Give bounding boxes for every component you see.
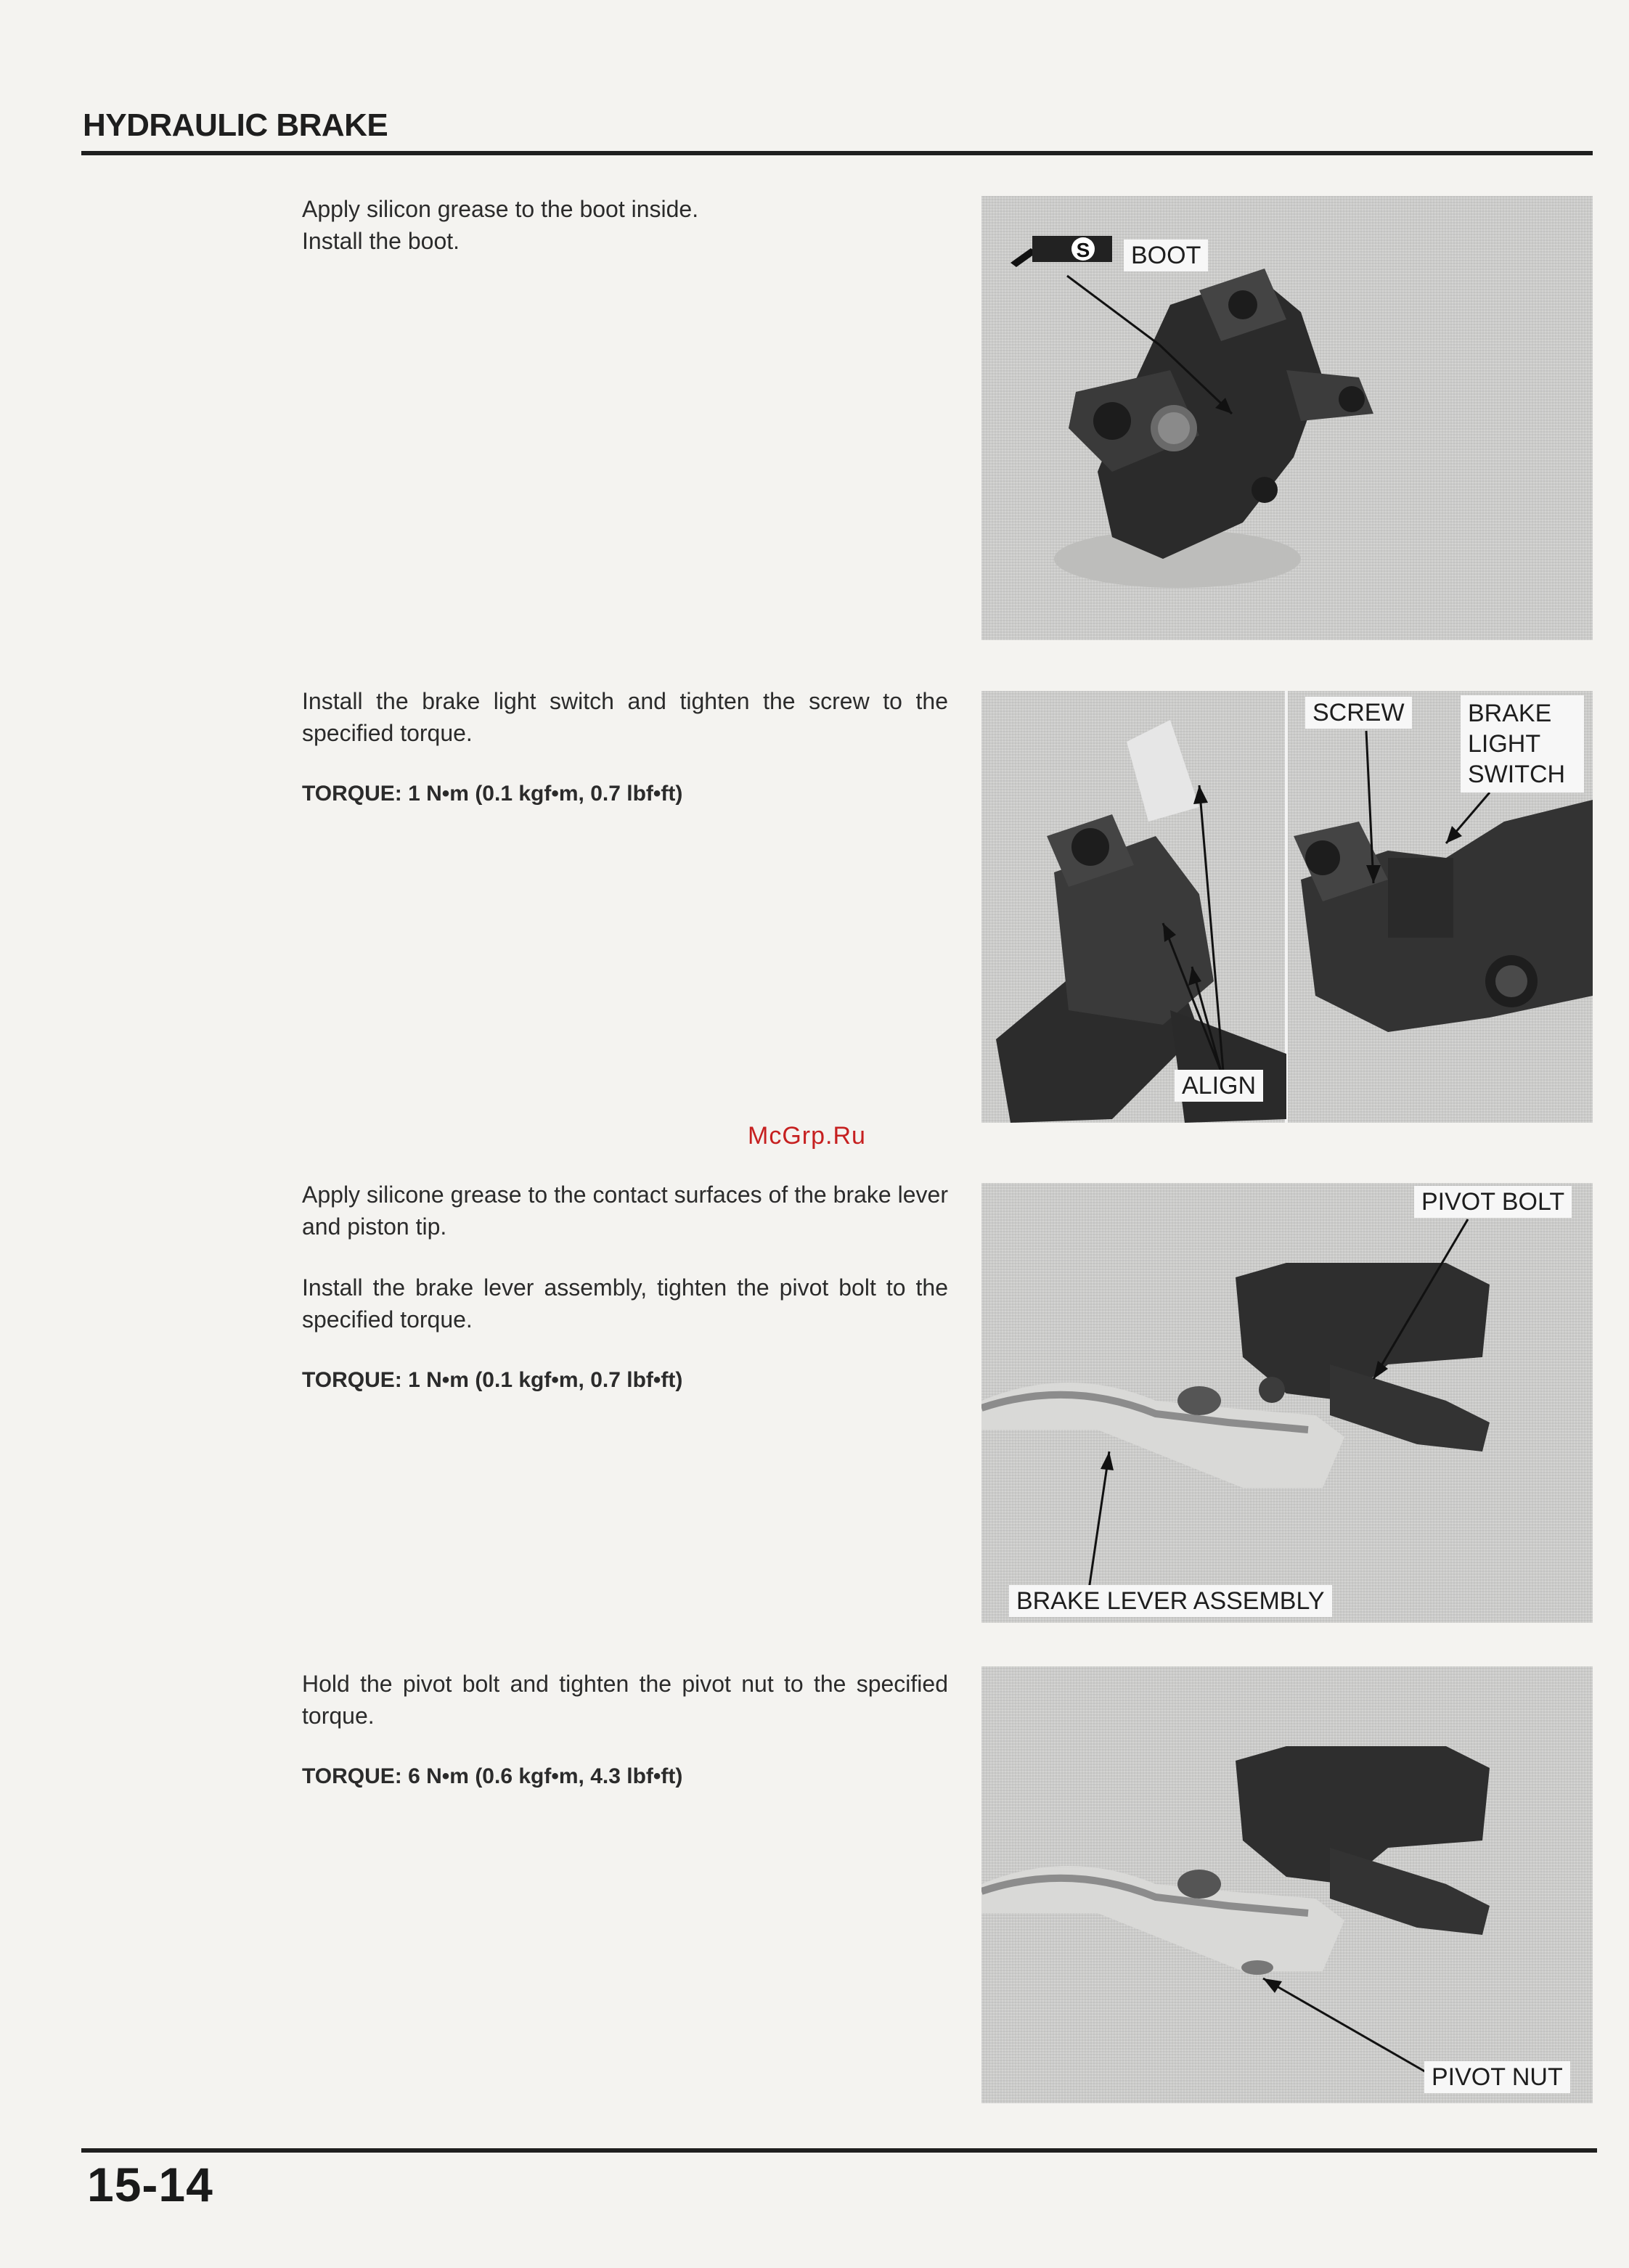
step-4-instructions [302, 1668, 948, 1793]
master-cylinder-illustration [981, 196, 1593, 640]
step-3-text-2: Install the brake lever assembly, tighten the pivot bolt to the specified torque. [302, 1274, 948, 1332]
step-1-line-2: Install the boot. [302, 228, 460, 254]
label-pivot-nut: PIVOT NUT [1424, 2061, 1570, 2093]
label-align: ALIGN [1175, 1070, 1263, 1102]
step-3-text-1: Apply silicone grease to the contact surfaces of the brake lever and piston tip. [302, 1182, 948, 1240]
footer-rule [81, 2148, 1597, 2153]
step-1-line-1: Apply silicon grease to the boot inside. [302, 196, 699, 222]
label-pivot-bolt: PIVOT BOLT [1414, 1186, 1572, 1218]
step-2-text: Install the brake light switch and tighten the screw to the specified torque. [302, 688, 948, 746]
grease-symbol: S [1076, 239, 1090, 261]
photo-pivot-bolt [981, 1183, 1593, 1623]
label-boot: BOOT [1124, 240, 1208, 271]
step-3-instructions [302, 1179, 948, 1396]
step-4-torque: TORQUE: 6 N•m (0.6 kgf•m, 4.3 lbf•ft) [302, 1764, 683, 1788]
step-1-instructions [302, 193, 948, 257]
watermark: McGrp.Ru [748, 1122, 866, 1150]
brake-lever-illustration [981, 1183, 1593, 1623]
photo-brake-light-switch [981, 691, 1593, 1123]
photo-pivot-nut [981, 1666, 1593, 2103]
header-rule [81, 151, 1593, 155]
step-2-instructions [302, 685, 948, 810]
pivot-nut-illustration [981, 1666, 1593, 2103]
label-brake-light-switch: BRAKE LIGHT SWITCH [1461, 695, 1584, 793]
step-3-torque: TORQUE: 1 N•m (0.1 kgf•m, 0.7 lbf•ft) [302, 1368, 683, 1392]
section-title: HYDRAULIC BRAKE [83, 107, 388, 143]
label-brake-lever-assembly: BRAKE LEVER ASSEMBLY [1009, 1585, 1332, 1617]
step-2-torque: TORQUE: 1 N•m (0.1 kgf•m, 0.7 lbf•ft) [302, 782, 683, 806]
label-screw: SCREW [1305, 697, 1412, 729]
photo-boot-install [981, 196, 1593, 640]
step-4-text: Hold the pivot bolt and tighten the pivot nut to the specified torque. [302, 1671, 948, 1729]
page-number: 15-14 [87, 2158, 213, 2211]
